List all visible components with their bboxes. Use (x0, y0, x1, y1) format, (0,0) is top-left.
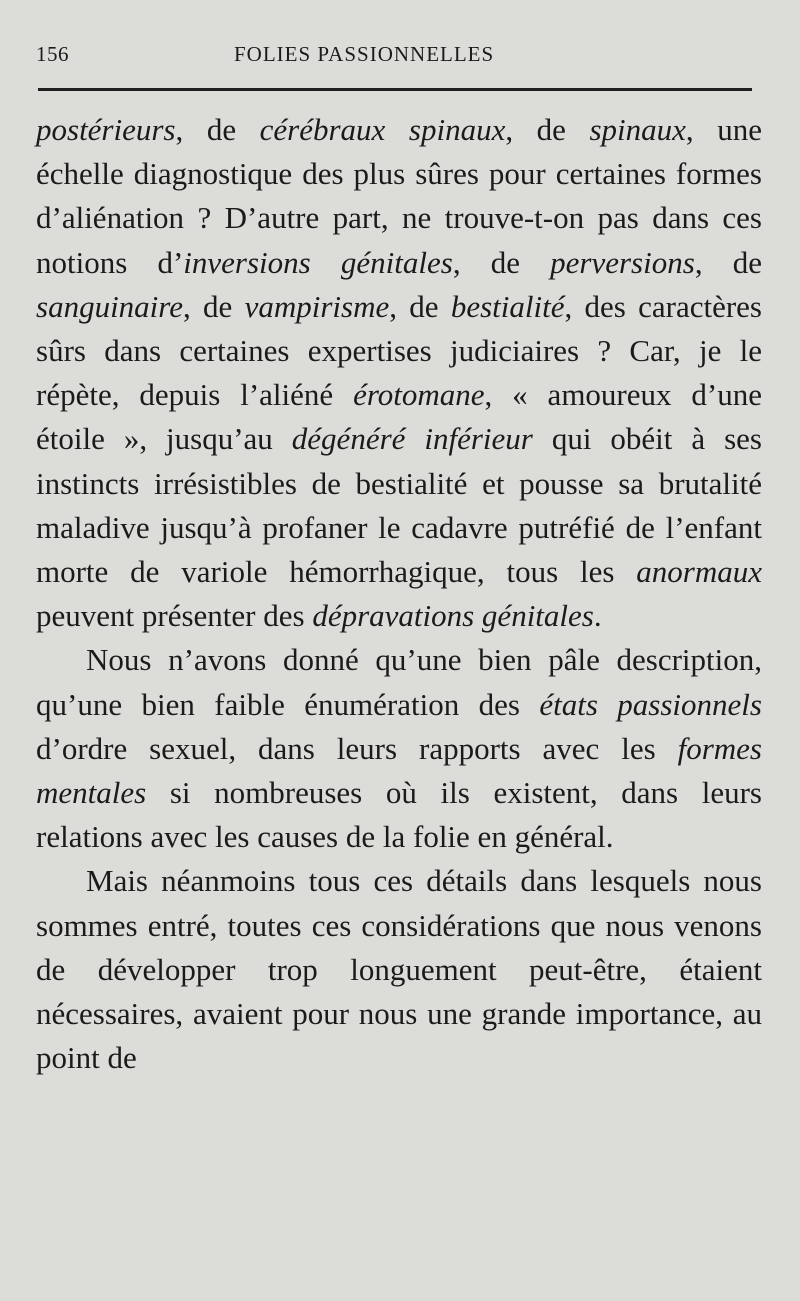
italic-text-segment: postérieurs (36, 112, 176, 147)
text-segment: , de (389, 288, 451, 324)
italic-text-segment: cérébraux spinaux (259, 112, 506, 147)
text-segment: , une échelle diagnostique des plus sûres pour certaines formes d’aliénation ? D’autre part, ne trouve-t-on pas dans ces notions d’ (36, 112, 762, 280)
text-segment: si nombreuses où ils existent, dans leurs relations avec les causes de la folie en général. (36, 775, 762, 855)
paragraph-3 (36, 859, 762, 1080)
text-segment: , « amoureux d’une étoile », jusqu’au (36, 377, 762, 457)
running-title: FOLIES PASSIONNELLES (234, 42, 495, 66)
text-segment: , de (452, 244, 551, 280)
page-number: 156 (36, 42, 69, 66)
italic-text-segment: vampirisme (244, 288, 390, 324)
italic-text-segment: anormaux (636, 554, 762, 590)
text-segment: , des caractères sûrs dans certaines expertises judiciaires ? Car, je le répète, depuis l’aliéné (36, 288, 762, 413)
italic-text-segment: inversions génitales (183, 244, 453, 280)
italic-text-segment: sanguinaire (36, 288, 183, 324)
text-segment: qui obéit à ses instincts irrésistibles de bestialité et pousse sa brutalité maladive jusqu’à profaner le cadavre putréfié de l’enfant morte de variole hémorrhagique, tous les (36, 421, 762, 590)
italic-text-segment: formes mentales (36, 730, 762, 811)
page-header (36, 42, 756, 72)
text-segment: Nous n’avons donné qu’une bien pâle description, qu’une bien faible énumération des (36, 642, 762, 722)
paragraph-1 (36, 108, 762, 638)
italic-text-segment: dégénéré inférieur (291, 421, 533, 457)
italic-text-segment: érotomane (353, 377, 485, 413)
text-segment: . (593, 598, 602, 634)
italic-text-segment: dépravations génitales (312, 598, 594, 634)
text-segment: , de (694, 244, 762, 280)
header-rule (38, 88, 752, 91)
body-text (36, 108, 762, 1080)
text-segment: , de (175, 112, 260, 147)
italic-text-segment: bestialité (450, 288, 565, 324)
italic-text-segment: états passionnels (539, 686, 762, 722)
paragraph-2 (36, 638, 762, 859)
text-segment: peuvent présenter des (36, 598, 313, 634)
text-segment: Mais néanmoins tous ces détails dans lesquels nous sommes entré, toutes ces considérations que nous venons de développer trop longuement peut-être, étaient nécessaires, avaient pour nous une grande importance, au point de (36, 863, 762, 1076)
text-segment: d’ordre sexuel, dans leurs rapports avec les (36, 730, 678, 766)
italic-text-segment: perversions (550, 244, 695, 280)
italic-text-segment: spinaux (589, 112, 686, 147)
text-segment: , de (182, 288, 245, 324)
text-segment: , de (505, 112, 590, 147)
